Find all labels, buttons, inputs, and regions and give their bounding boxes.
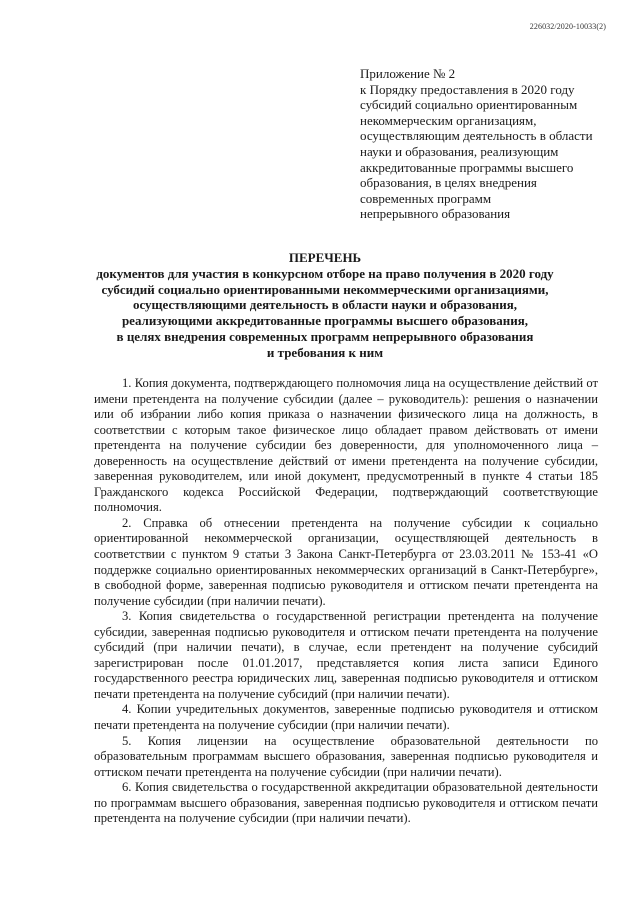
appendix-line: некоммерческим организациям, (360, 112, 537, 128)
appendix-header (360, 66, 610, 222)
paragraph-4: 4. Копии учредительных документов, заверенные подписью руководителя и оттиском печати претендента на получение субсидии (при наличии печати). (94, 702, 598, 733)
appendix-line: осуществляющим деятельность в области (360, 128, 593, 144)
title-line: и требования к ним (266, 344, 384, 360)
title-line: реализующими аккредитованные программы высшего образования, (121, 313, 529, 329)
appendix-line: Приложение № 2 (360, 66, 456, 81)
paragraph-5: 5. Копия лицензии на осуществление образовательной деятельности по образовательным программам высшего образования, заверенная подписью руководителя и оттиском печати претендента на получение субсидии (при наличии печати). (94, 733, 598, 779)
paragraph-3: 3. Копия свидетельства о государственной регистрации претендента на получение субсидии, заверенная подписью руководителя и оттиском печати претендента на получение субсидий (при наличии печати), в случае, если претендент на получение субсидий зарегистрирован после 01.01.2017, представляется копия листа записи Единого государственного реестра юридических лиц, заверенная подписью руководителя и оттиском печати претендента на получение субсидий (при наличии печати). (94, 609, 598, 701)
appendix-line: к Порядку предоставления в 2020 году (360, 81, 575, 97)
paragraph-6: 6. Копия свидетельства о государственной аккредитации образовательной деятельности по программам высшего образования, заверенная подписью руководителя и оттиском печати претендента на получение субсидии (при наличии печати). (94, 780, 598, 826)
paragraph-1: 1. Копия документа, подтверждающего полномочия лица на осуществление действий от имени претендента на получение субсидии (далее – руководитель): решения о назначении или об избрании либо копия приказа о назначении физического лица на должность, в соответствии с которым такое физическое лицо обладает правом действовать от имени претендента на получение субсидии без доверенности, для уполномоченного лица – доверенность на осуществление действий от имени претендента на получение субсидии, заверенная руководителем, или иной документ, предусмотренный в пункте 4 статьи 185 Гражданского кодекса Российской Федерации, подтверждающий соответствующие полномочия. (94, 376, 598, 515)
appendix-line: субсидий социально ориентированным (360, 97, 578, 113)
document-number: 226032/2020-10033(2) (529, 22, 606, 31)
paragraph-2: 2. Справка об отнесении претендента на получение субсидии к социально ориентированной некоммерческой организации, осуществляющей деятельность в соответствии с пунктом 9 статьи 3 Закона Санкт-Петербурга от 23.03.2011 № 153-41 «О поддержке социально ориентированных некоммерческих организаций в Санкт-Петербурге», в свободной форме, заверенная подписью руководителя и оттиском печати претендента на получение субсидии (при наличии печати). (94, 515, 598, 608)
title-line: осуществляющими деятельность в области науки и образования, (132, 297, 518, 313)
title-line: в целях внедрения современных программ непрерывного образования (116, 328, 534, 344)
title-line: документов для участия в конкурсном отборе на право получения в 2020 году (96, 265, 554, 281)
title-line: субсидий социально ориентированными некоммерческими организациями, (101, 281, 549, 297)
document-body (94, 376, 598, 827)
appendix-line: непрерывного образования (360, 206, 511, 222)
appendix-line: современных программ (360, 190, 492, 206)
appendix-line: аккредитованные программы высшего (360, 159, 574, 175)
appendix-line: образования, в целях внедрения (360, 175, 537, 191)
document-title (60, 250, 590, 361)
appendix-line: науки и образования, реализующим (360, 143, 559, 159)
title-heading: ПЕРЕЧЕНЬ (288, 250, 362, 265)
